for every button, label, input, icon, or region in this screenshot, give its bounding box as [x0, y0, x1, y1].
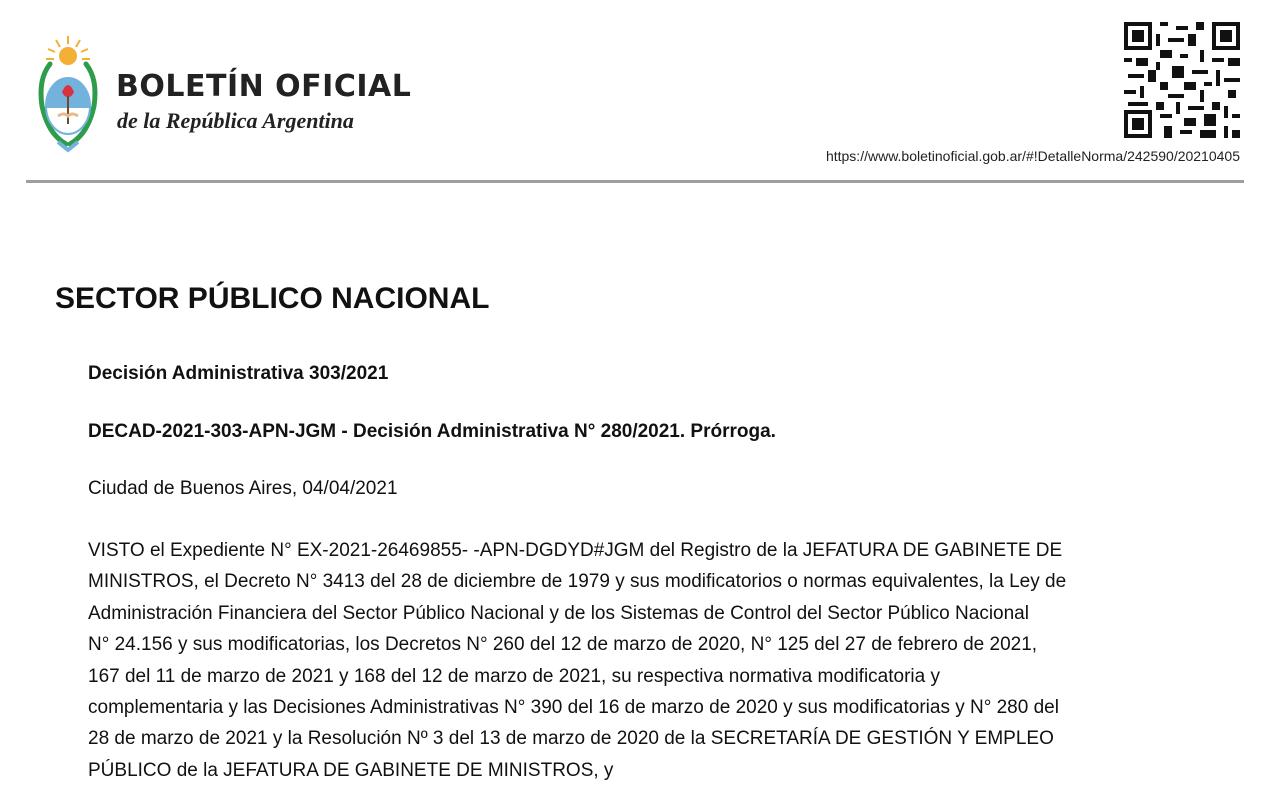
norm-subtitle: DECAD-2021-303-APN-JGM - Decisión Administrativa N° 280/2021. Prórroga.	[88, 421, 776, 442]
visto-paragraph	[88, 535, 1208, 786]
paragraph-line: Administración Financiera del Sector Público Nacional y de los Sistemas de Control del Sector Público Nacional	[88, 602, 1029, 624]
place-date: Ciudad de Buenos Aires, 04/04/2021	[88, 478, 398, 499]
paragraph-line: VISTO el Expediente N° EX-2021-26469855- -APN-DGDYD#JGM del Registro de la JEFATURA DE GABINETE DE	[88, 540, 1063, 561]
page-header	[0, 0, 1262, 182]
brand-title: BOLETÍN OFICIAL	[116, 69, 412, 104]
header-divider	[26, 180, 1244, 183]
paragraph-line: 28 de marzo de 2021 y la Resolución Nº 3 del 13 de marzo de 2020 de la SECRETARÍA DE GESTIÓN Y EMPLEO	[88, 728, 1054, 750]
paragraph-line: complementaria y las Decisiones Administrativas N° 390 del 16 de marzo de 2020 y sus modificatorias y N° 280 del	[88, 696, 1059, 718]
coat-of-arms-logo	[28, 34, 108, 154]
sun-emblem	[46, 36, 90, 65]
norm-title: Decisión Administrativa 303/2021	[88, 363, 389, 384]
paragraph-line: N° 24.156 y sus modificatorias, los Decretos N° 260 del 12 de marzo de 2020, N° 125 del 27 de febrero de 2021,	[88, 634, 1038, 656]
paragraph-line: MINISTROS, el Decreto N° 3413 del 28 de diciembre de 1979 y sus modificatorios o normas equivalentes, la Ley de	[88, 571, 1067, 593]
document-url-link[interactable]: https://www.boletinoficial.gob.ar/#!DetalleNorma/242590/20210405	[825, 148, 1240, 164]
brand-subtitle: de la República Argentina	[117, 108, 354, 133]
section-title: SECTOR PÚBLICO NACIONAL	[55, 282, 490, 315]
qr-code-icon	[1124, 22, 1240, 138]
paragraph-line: 167 del 11 de marzo de 2021 y 168 del 12 de marzo de 2021, su respectiva normativa modificatoria y	[88, 665, 940, 687]
paragraph-line: PÚBLICO de la JEFATURA DE GABINETE DE MINISTROS, y	[88, 759, 614, 781]
